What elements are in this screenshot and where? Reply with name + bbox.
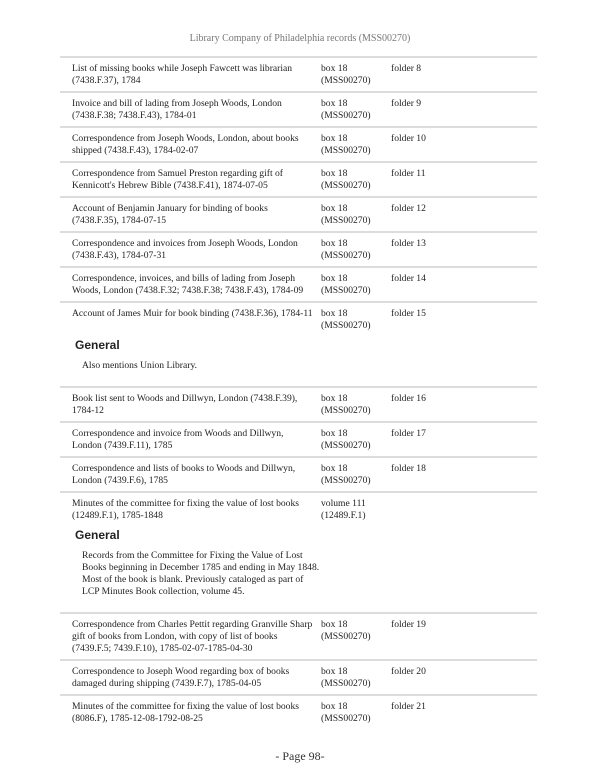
item-container [321, 666, 391, 690]
item-title: Account of Benjamin January for binding of books (7438.F.35), 1784-07-15 [72, 203, 268, 226]
container-number: volume 111 [321, 498, 366, 509]
item-folder: folder 16 [391, 393, 426, 404]
container-id: (MSS00270) [321, 320, 371, 331]
container-number: box 18 [321, 308, 348, 319]
item-container [321, 273, 391, 297]
item-container [321, 98, 391, 122]
container-number: box 18 [321, 168, 348, 179]
item-title: Correspondence, invoices, and bills of lading from Joseph Woods, London (7438.F.32; 7438.F.38; 7438.F.43), 1784-09 [72, 273, 304, 296]
container-id: (MSS00270) [321, 631, 371, 642]
item-folder: folder 9 [391, 98, 422, 109]
container-id: (MSS00270) [321, 285, 371, 296]
item-folder: folder 15 [391, 308, 426, 319]
table-row [60, 196, 537, 231]
page-number: - Page 98- [275, 749, 325, 763]
item-container [321, 701, 391, 725]
container-number: box 18 [321, 701, 348, 712]
item-folder: folder 10 [391, 133, 426, 144]
note-heading: General [75, 338, 120, 352]
item-container [321, 393, 391, 417]
container-number: box 18 [321, 428, 348, 439]
item-folder: folder 12 [391, 203, 426, 214]
container-id: (MSS00270) [321, 440, 371, 451]
item-title: Book list sent to Woods and Dillwyn, London (7438.F.39), 1784-12 [72, 393, 298, 416]
table-row [60, 386, 537, 421]
container-number: box 18 [321, 273, 348, 284]
item-container [321, 498, 391, 522]
item-folder [391, 498, 537, 522]
item-container [321, 238, 391, 262]
item-title: Account of James Muir for book binding (7438.F.36), 1784-11 [72, 308, 313, 319]
item-title: Minutes of the committee for fixing the value of lost books (8086.F), 1785-12-08-1792-08-25 [72, 701, 300, 724]
container-id: (MSS00270) [321, 475, 371, 486]
item-title: Correspondence and invoices from Joseph Woods, London (7438.F.43), 1784-07-31 [72, 238, 298, 261]
item-folder: folder 14 [391, 273, 426, 284]
item-container [321, 63, 391, 87]
container-id: (MSS00270) [321, 180, 371, 191]
container-id: (MSS00270) [321, 713, 371, 724]
table-row [60, 659, 537, 694]
container-id: (MSS00270) [321, 250, 371, 261]
item-folder: folder 20 [391, 666, 426, 677]
table-row [60, 612, 537, 659]
item-title: Correspondence from Joseph Woods, London, about books shipped (7438.F.43), 1784-02-07 [72, 133, 299, 156]
table-row [60, 231, 537, 266]
item-title: Minutes of the committee for fixing the value of lost books (12489.F.1), 1785-1848 [72, 498, 300, 521]
item-container [321, 308, 391, 332]
container-number: box 18 [321, 463, 348, 474]
container-number: box 18 [321, 63, 348, 74]
container-number: box 18 [321, 238, 348, 249]
item-container [321, 168, 391, 192]
table-row [60, 126, 537, 161]
item-title: List of missing books while Joseph Fawcett was librarian (7438.F.37), 1784 [72, 63, 293, 86]
item-container [321, 428, 391, 452]
container-list-table [60, 56, 537, 729]
table-row [60, 301, 537, 386]
item-folder: folder 21 [391, 701, 426, 712]
container-id: (MSS00270) [321, 215, 371, 226]
container-number: box 18 [321, 203, 348, 214]
item-container [321, 463, 391, 487]
item-folder: folder 17 [391, 428, 426, 439]
note-text: Also mentions Union Library. [82, 360, 198, 371]
note-text: Records from the Committee for Fixing the Value of Lost Books beginning in December 1785 and ending in May 1848. Most of the book is blank. Previously cataloged as part of LCP Minutes Book collection, volume 45. [82, 550, 320, 597]
item-title: Correspondence and invoice from Woods and Dillwyn, London (7439.F.11), 1785 [72, 428, 284, 451]
item-title: Invoice and bill of lading from Joseph Woods, London (7438.F.38; 7438.F.43), 1784-01 [72, 98, 282, 121]
container-id: (MSS00270) [321, 678, 371, 689]
item-title: Correspondence from Charles Pettit regarding Granville Sharp gift of books from London, with copy of list of books (7439.F.5; 7439.F.10), 1785-02-07-1785-04-30 [72, 619, 313, 654]
container-number: box 18 [321, 666, 348, 677]
container-number: box 18 [321, 393, 348, 404]
item-title: Correspondence to Joseph Wood regarding box of books damaged during shipping (7439.F.7), 1785-04-05 [72, 666, 290, 689]
item-folder: folder 18 [391, 463, 426, 474]
item-title: Correspondence from Samuel Preston regarding gift of Kennicott's Hebrew Bible (7438.F.41), 1874-07-05 [72, 168, 284, 191]
container-id: (MSS00270) [321, 145, 371, 156]
container-id: (MSS00270) [321, 75, 371, 86]
item-container [321, 133, 391, 157]
table-row [60, 266, 537, 301]
table-row [60, 56, 537, 91]
table-row [60, 491, 537, 612]
container-number: box 18 [321, 133, 348, 144]
container-id: (MSS00270) [321, 110, 371, 121]
table-row [60, 161, 537, 196]
table-row [60, 456, 537, 491]
container-number: box 18 [321, 619, 348, 630]
item-folder: folder 8 [391, 63, 422, 74]
item-container [321, 619, 391, 655]
table-row [60, 91, 537, 126]
container-id: (12489.F.1) [321, 510, 366, 521]
note-heading: General [75, 528, 120, 542]
container-id: (MSS00270) [321, 405, 371, 416]
running-header: Library Company of Philadelphia records (MSS00270) [189, 33, 411, 44]
item-title: Correspondence and lists of books to Woods and Dillwyn, London (7439.F.6), 1785 [72, 463, 296, 486]
item-container [321, 203, 391, 227]
item-folder: folder 11 [391, 168, 426, 179]
item-folder: folder 13 [391, 238, 426, 249]
item-folder: folder 19 [391, 619, 426, 630]
container-number: box 18 [321, 98, 348, 109]
table-row [60, 694, 537, 729]
table-row [60, 421, 537, 456]
